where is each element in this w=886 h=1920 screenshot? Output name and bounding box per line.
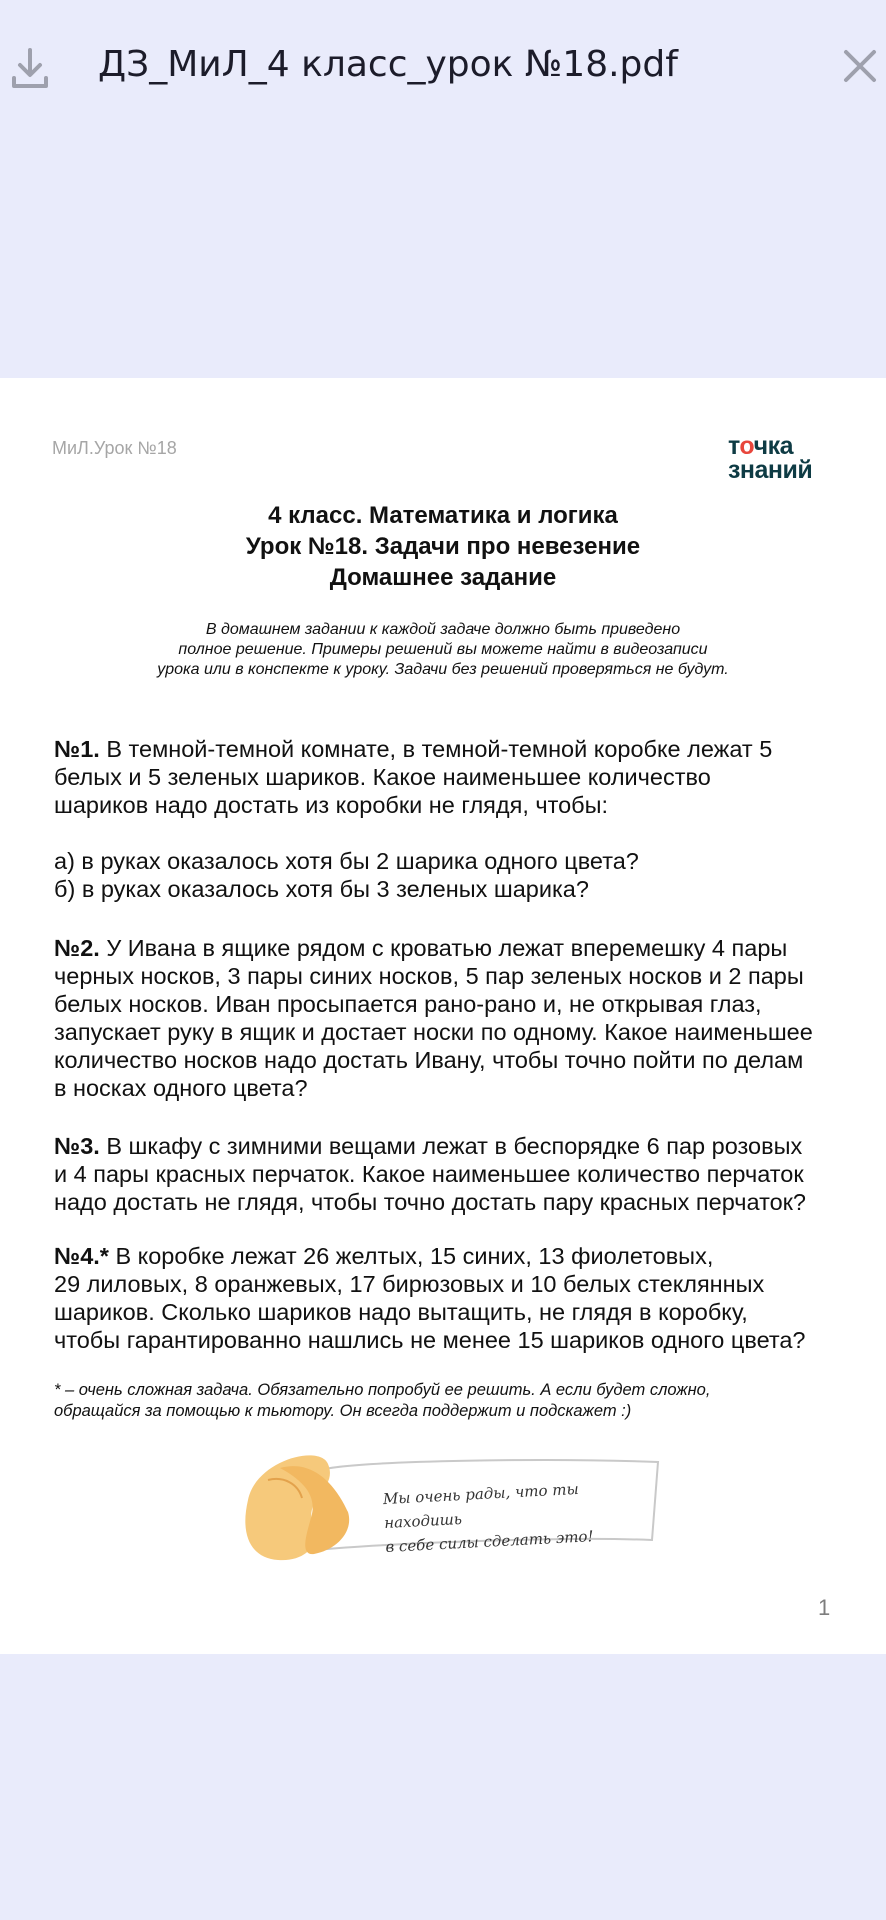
cookie-line: в себе силы сделать это! [384,1527,594,1557]
logo-line-1: точка [728,432,794,460]
intro-line: урока или в конспекте к уроку. Задачи без решений проверяться не будут. [157,661,729,678]
close-icon [840,46,880,86]
task-line: и 4 пары красных перчаток. Какое наименьшее количество перчаток [54,1161,804,1187]
document-title [0,500,886,593]
task-line: белых носков. Иван просыпается рано-рано и, не открывая глаз, [54,991,762,1017]
title-line-3: Домашнее задание [329,564,557,591]
task-4 [54,1242,854,1354]
task-line: чтобы гарантированно нашлись не менее 15 шариков одного цвета? [54,1327,806,1353]
file-title: ДЗ_МиЛ_4 класс_урок №18.pdf [98,44,678,85]
task-line: белых и 5 зеленых шариков. Какое наименьшее количество [54,764,711,790]
task-line: запускает руку в ящик и достает носки по одному. Какое наименьшее [54,1019,813,1045]
task-3 [54,1132,854,1216]
task-line: У Ивана в ящике рядом с кроватью лежат вперемешку 4 пары [99,935,788,961]
brand-logo [728,434,838,482]
task-number: №2. [54,935,100,961]
intro-line: В домашнем задании к каждой задаче должно быть приведено [205,621,681,638]
task-line: шариков надо достать из коробки не глядя, чтобы: [54,792,609,818]
download-icon [6,44,54,92]
close-button[interactable] [840,46,880,86]
task-line: черных носков, 3 пары синих носков, 5 пар зеленых носков и 2 пары [54,963,804,989]
intro-text [100,620,786,680]
note-line: обращайся за помощью к тьютору. Он всегда поддержит и подскажет :) [54,1402,632,1420]
note-line: * – очень сложная задача. Обязательно попробуй ее решить. А если будет сложно, [54,1381,711,1399]
logo-accent-letter: о [739,432,754,460]
task-line: В шкафу с зимними вещами лежат в беспорядке 6 пар розовых [99,1133,803,1159]
task-2 [54,934,854,1102]
task-subquestion-a: а) в руках оказалось хотя бы 2 шарика одного цвета? [54,848,639,874]
task-line: надо достать не глядя, чтобы точно достать пару красных перчаток? [54,1189,806,1215]
task-line: В коробке лежат 26 желтых, 15 синих, 13 фиолетовых, [108,1243,714,1269]
task-line: количество носков надо достать Ивану, чтобы точно пойти по делам [54,1047,804,1073]
download-button[interactable] [6,44,54,92]
task-number: №3. [54,1133,100,1159]
title-line-2: Урок №18. Задачи про невезение [245,533,641,560]
logo-line-2: знаний [728,456,813,484]
cookie-message [382,1473,655,1559]
task-line: шариков. Сколько шариков надо вытащить, не глядя в коробку, [54,1299,748,1325]
difficulty-note [54,1380,854,1422]
cookie-line: Мы очень рады, что ты находишь [382,1479,580,1533]
intro-line: полное решение. Примеры решений вы можете найти в видеозаписи [178,641,708,658]
viewer-topbar [0,0,886,140]
task-line: в носках одного цвета? [54,1075,308,1101]
page-number: 1 [818,1595,831,1620]
task-number: №4.* [54,1243,109,1269]
task-1 [54,735,854,903]
task-subquestion-b: б) в руках оказалось хотя бы 3 зеленых шарика? [54,876,589,902]
task-line: 29 лиловых, 8 оранжевых, 17 бирюзовых и 10 белых стеклянных [54,1271,765,1297]
task-line: В темной-темной комнате, в темной-темной коробке лежат 5 [99,736,773,762]
title-line-1: 4 класс. Математика и логика [268,502,618,529]
lesson-header: МиЛ.Урок №18 [52,438,177,458]
task-number: №1. [54,736,100,762]
